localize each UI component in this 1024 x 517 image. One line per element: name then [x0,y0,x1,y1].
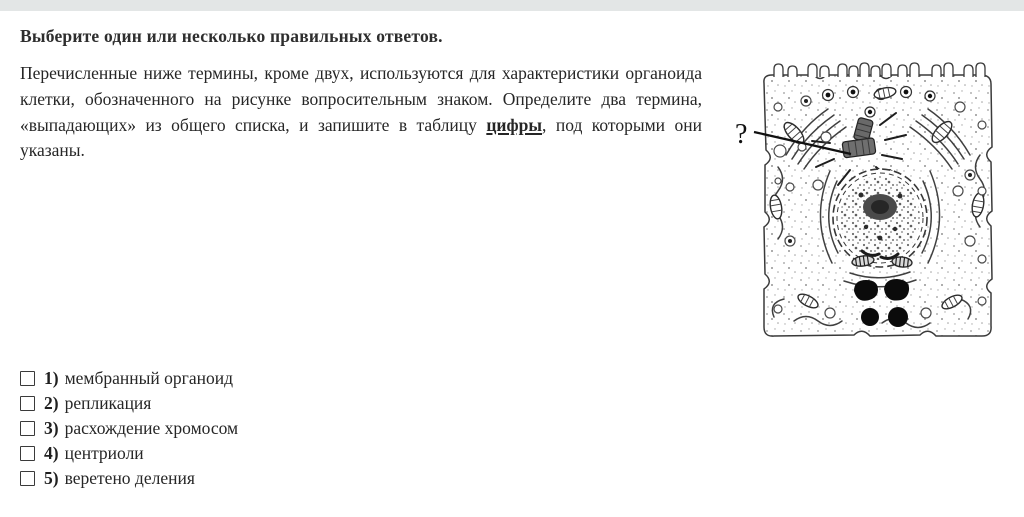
option-number: 4) [44,443,59,463]
nucleus [833,169,927,267]
option-row-5[interactable] [20,466,238,491]
options-list [20,366,238,491]
option-number: 5) [44,468,59,488]
option-row-2[interactable] [20,391,238,416]
option-label: мембранный органоид [64,368,233,388]
option-number: 3) [44,418,59,438]
question-keyword: цифры [486,114,542,135]
checkbox-4[interactable] [20,446,35,461]
option-label: репликация [64,393,152,413]
question-mark-label: ? [735,119,748,150]
option-label: веретено деления [64,468,195,488]
page-title: Выберите один или несколько правильных ответов. [20,26,443,46]
option-row-1[interactable] [20,366,238,391]
checkbox-5[interactable] [20,471,35,486]
checkbox-2[interactable] [20,396,35,411]
option-row-4[interactable] [20,441,238,466]
option-number: 1) [44,368,59,388]
question-text-after: , под которыми они указаны. [20,114,702,161]
option-number: 2) [44,393,59,413]
checkbox-1[interactable] [20,371,35,386]
option-row-3[interactable] [20,416,238,441]
checkbox-3[interactable] [20,421,35,436]
question-text-before: Перечисленные ниже термины, кроме двух, используются для характеристики органоида клетки, обозначенного на рисунке вопросительным знаком. Определите два термина, «выпадающих» из общего списка, и запишите в таблицу [20,63,702,135]
cell-diagram-svg [730,55,1006,345]
cell-diagram [730,55,1006,345]
question-text [20,61,702,164]
option-label: центриоли [64,443,144,463]
option-label: расхождение хромосом [64,418,239,438]
top-bar [0,0,1024,11]
